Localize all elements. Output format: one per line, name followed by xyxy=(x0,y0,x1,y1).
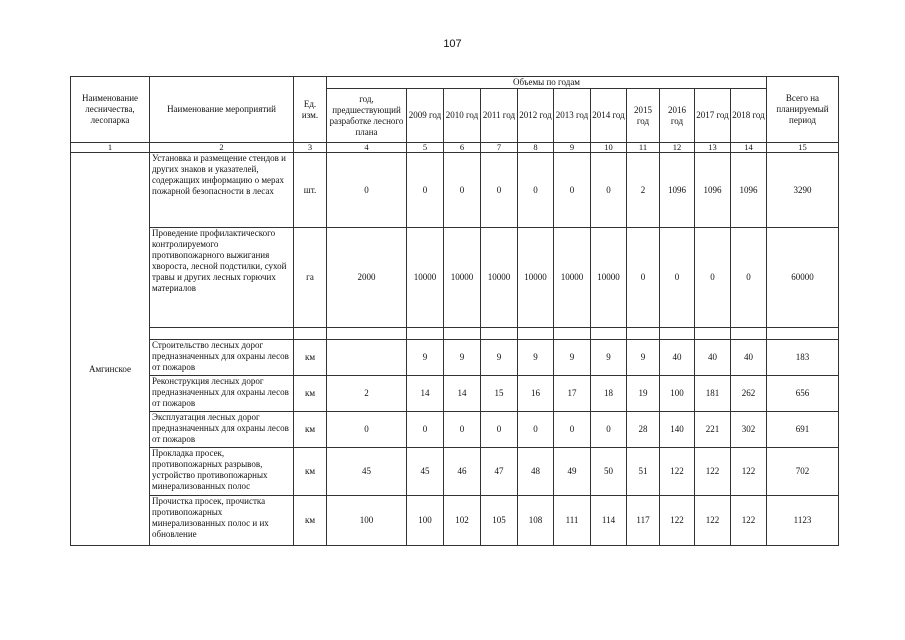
year-cell xyxy=(518,328,554,340)
table-row xyxy=(71,376,839,412)
year-cell: 114 xyxy=(591,496,627,546)
year-cell: 0 xyxy=(518,412,554,448)
column-number: 11 xyxy=(627,143,660,153)
year-cell: 181 xyxy=(695,376,731,412)
activity-name: Прочистка просек, прочистка противопожарных минерализованных полос и их обновление xyxy=(150,496,294,546)
year-cell: 10000 xyxy=(444,228,481,328)
year-cell: 122 xyxy=(731,448,767,496)
year-cell: 108 xyxy=(518,496,554,546)
year-cell: 9 xyxy=(518,340,554,376)
year-cell: 0 xyxy=(591,153,627,228)
activity-name xyxy=(150,328,294,340)
table-row xyxy=(71,328,839,340)
year-cell xyxy=(627,328,660,340)
column-number: 15 xyxy=(767,143,839,153)
year-cell: 14 xyxy=(407,376,444,412)
prior-year-cell: 0 xyxy=(327,412,407,448)
header-year: 2017 год xyxy=(695,89,731,143)
year-cell: 9 xyxy=(591,340,627,376)
year-cell: 100 xyxy=(660,376,695,412)
year-cell: 9 xyxy=(554,340,591,376)
page-number: 107 xyxy=(443,38,462,50)
unit-cell: км xyxy=(294,448,327,496)
year-cell: 9 xyxy=(627,340,660,376)
header-total: Всего на планируемый период xyxy=(767,77,839,143)
total-cell: 3290 xyxy=(767,153,839,228)
column-number: 4 xyxy=(327,143,407,153)
year-cell xyxy=(407,328,444,340)
year-cell: 0 xyxy=(627,228,660,328)
year-cell: 122 xyxy=(695,496,731,546)
header-year: 2012 год xyxy=(518,89,554,143)
header-activity: Наименование мероприятий xyxy=(150,77,294,143)
activity-name: Прокладка просек, противопожарных разрывов, устройство противопожарных минерализованных полос xyxy=(150,448,294,496)
year-cell xyxy=(481,328,518,340)
year-cell: 40 xyxy=(695,340,731,376)
prior-year-cell xyxy=(327,340,407,376)
prior-year-cell: 45 xyxy=(327,448,407,496)
year-cell: 47 xyxy=(481,448,518,496)
header-forestry: Наименование лесничества, лесопарка xyxy=(71,77,150,143)
year-cell: 9 xyxy=(481,340,518,376)
year-cell: 14 xyxy=(444,376,481,412)
year-cell: 0 xyxy=(554,412,591,448)
year-cell xyxy=(591,328,627,340)
column-number: 12 xyxy=(660,143,695,153)
table-row xyxy=(71,153,839,228)
total-cell: 702 xyxy=(767,448,839,496)
year-cell: 40 xyxy=(660,340,695,376)
year-cell: 2 xyxy=(627,153,660,228)
year-cell: 50 xyxy=(591,448,627,496)
year-cell: 0 xyxy=(481,153,518,228)
year-cell: 10000 xyxy=(554,228,591,328)
year-cell: 1096 xyxy=(695,153,731,228)
prior-year-cell: 100 xyxy=(327,496,407,546)
year-cell: 100 xyxy=(407,496,444,546)
activity-name: Проведение профилактического контролируемого противопожарного выжигания хвороста, лесной подстилки, сухой травы и других лесных горючих материалов xyxy=(150,228,294,328)
year-cell xyxy=(554,328,591,340)
year-cell: 0 xyxy=(554,153,591,228)
year-cell: 0 xyxy=(444,412,481,448)
prior-year-cell: 2000 xyxy=(327,228,407,328)
year-cell: 10000 xyxy=(407,228,444,328)
column-number: 2 xyxy=(150,143,294,153)
unit-cell xyxy=(294,328,327,340)
total-cell: 691 xyxy=(767,412,839,448)
table-row xyxy=(71,412,839,448)
header-year: 2015 год xyxy=(627,89,660,143)
forest-fire-measures-table xyxy=(70,76,839,546)
table-row xyxy=(71,228,839,328)
header-year: 2016 год xyxy=(660,89,695,143)
activity-name: Строительство лесных дорог предназначенных для охраны лесов от пожаров xyxy=(150,340,294,376)
header-year: 2013 год xyxy=(554,89,591,143)
year-cell: 122 xyxy=(660,496,695,546)
year-cell: 48 xyxy=(518,448,554,496)
header-prior-year: год, предшествующий разработке лесного плана xyxy=(327,89,407,143)
column-number: 8 xyxy=(518,143,554,153)
forestry-name: Амгинское xyxy=(71,153,150,546)
header-year: 2010 год xyxy=(444,89,481,143)
column-number: 10 xyxy=(591,143,627,153)
column-number: 13 xyxy=(695,143,731,153)
year-cell: 0 xyxy=(660,228,695,328)
total-cell: 183 xyxy=(767,340,839,376)
year-cell: 17 xyxy=(554,376,591,412)
total-cell: 60000 xyxy=(767,228,839,328)
year-cell: 45 xyxy=(407,448,444,496)
unit-cell: км xyxy=(294,376,327,412)
year-cell: 0 xyxy=(407,153,444,228)
year-cell: 19 xyxy=(627,376,660,412)
prior-year-cell: 2 xyxy=(327,376,407,412)
unit-cell: км xyxy=(294,412,327,448)
year-cell: 0 xyxy=(444,153,481,228)
year-cell: 51 xyxy=(627,448,660,496)
total-cell xyxy=(767,328,839,340)
column-number: 6 xyxy=(444,143,481,153)
year-cell: 122 xyxy=(731,496,767,546)
year-cell: 9 xyxy=(444,340,481,376)
activity-name: Реконструкция лесных дорог предназначенных для охраны лесов от пожаров xyxy=(150,376,294,412)
total-cell: 1123 xyxy=(767,496,839,546)
header-volumes-group: Объемы по годам xyxy=(327,77,767,89)
year-cell: 16 xyxy=(518,376,554,412)
year-cell: 46 xyxy=(444,448,481,496)
year-cell: 49 xyxy=(554,448,591,496)
header-year: 2009 год xyxy=(407,89,444,143)
year-cell: 0 xyxy=(591,412,627,448)
year-cell xyxy=(731,328,767,340)
year-cell: 122 xyxy=(660,448,695,496)
year-cell: 117 xyxy=(627,496,660,546)
header-year: 2011 год xyxy=(481,89,518,143)
year-cell: 0 xyxy=(518,153,554,228)
unit-cell: км xyxy=(294,340,327,376)
year-cell: 1096 xyxy=(731,153,767,228)
year-cell: 140 xyxy=(660,412,695,448)
column-number: 14 xyxy=(731,143,767,153)
year-cell: 10000 xyxy=(481,228,518,328)
year-cell: 9 xyxy=(407,340,444,376)
year-cell: 221 xyxy=(695,412,731,448)
year-cell: 18 xyxy=(591,376,627,412)
activity-name: Установка и размещение стендов и других знаков и указателей, содержащих информацию о мерах пожарной безопасности в лесах xyxy=(150,153,294,228)
unit-cell: шт. xyxy=(294,153,327,228)
year-cell: 102 xyxy=(444,496,481,546)
year-cell: 10000 xyxy=(591,228,627,328)
year-cell: 122 xyxy=(695,448,731,496)
year-cell: 0 xyxy=(407,412,444,448)
total-cell: 656 xyxy=(767,376,839,412)
header-year: 2014 год xyxy=(591,89,627,143)
year-cell: 1096 xyxy=(660,153,695,228)
header-year: 2018 год xyxy=(731,89,767,143)
year-cell: 10000 xyxy=(518,228,554,328)
column-number: 7 xyxy=(481,143,518,153)
year-cell: 0 xyxy=(695,228,731,328)
column-number: 1 xyxy=(71,143,150,153)
year-cell: 40 xyxy=(731,340,767,376)
column-number: 9 xyxy=(554,143,591,153)
activity-name: Эксплуатация лесных дорог предназначенных для охраны лесов от пожаров xyxy=(150,412,294,448)
table-row xyxy=(71,340,839,376)
table-row xyxy=(71,496,839,546)
unit-cell: га xyxy=(294,228,327,328)
year-cell xyxy=(444,328,481,340)
unit-cell: км xyxy=(294,496,327,546)
year-cell xyxy=(660,328,695,340)
table-row xyxy=(71,448,839,496)
year-cell xyxy=(695,328,731,340)
year-cell: 105 xyxy=(481,496,518,546)
year-cell: 262 xyxy=(731,376,767,412)
prior-year-cell: 0 xyxy=(327,153,407,228)
year-cell: 15 xyxy=(481,376,518,412)
column-number: 3 xyxy=(294,143,327,153)
year-cell: 28 xyxy=(627,412,660,448)
year-cell: 302 xyxy=(731,412,767,448)
prior-year-cell xyxy=(327,328,407,340)
column-number-row xyxy=(71,143,839,153)
year-cell: 0 xyxy=(481,412,518,448)
column-number: 5 xyxy=(407,143,444,153)
year-cell: 111 xyxy=(554,496,591,546)
header-unit: Ед. изм. xyxy=(294,77,327,143)
year-cell: 0 xyxy=(731,228,767,328)
